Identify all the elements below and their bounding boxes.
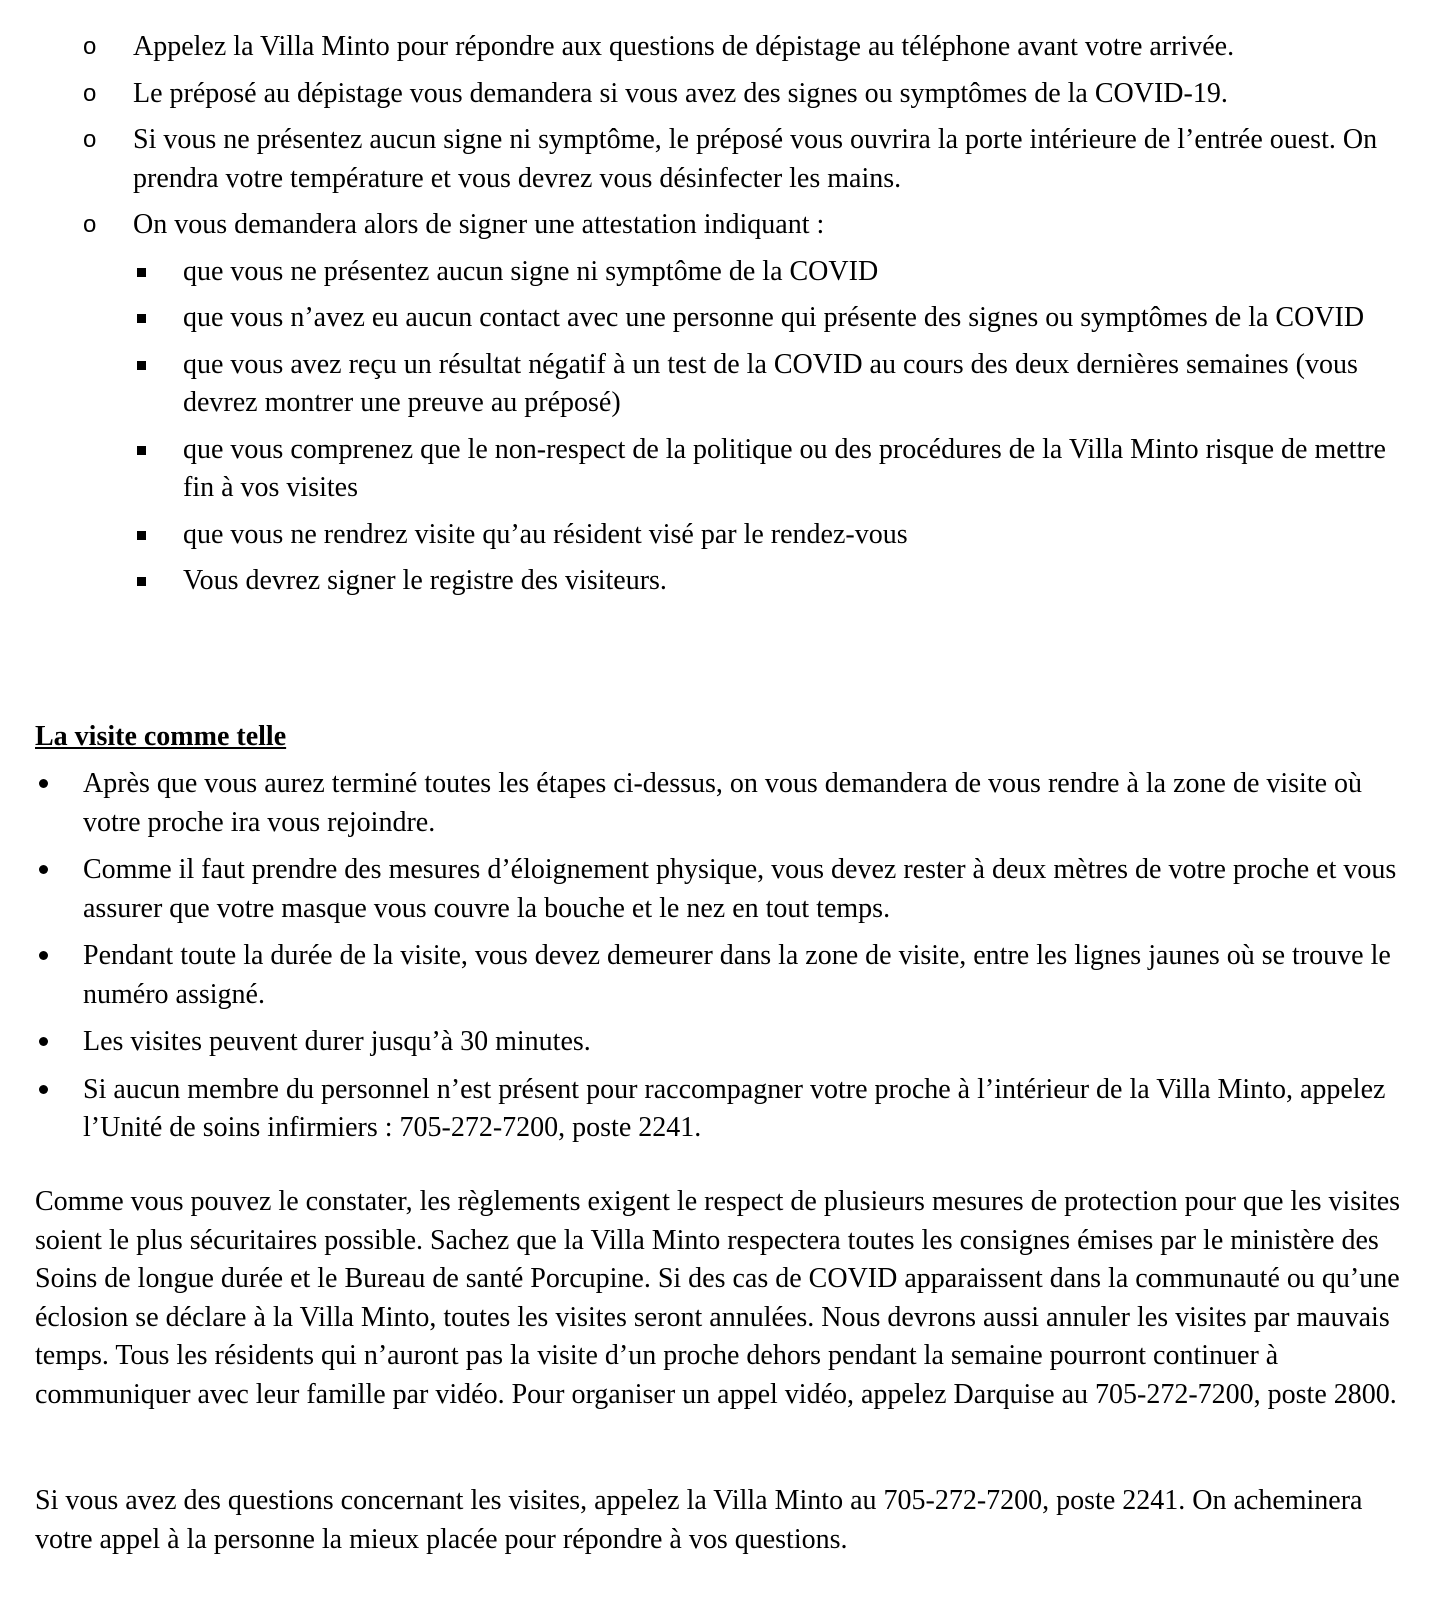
visit-item-text: Comme il faut prendre des mesures d’éloignement physique, vous devez rester à deux mètres de votre proche et vous assurer que votre masque vous couvre la bouche et le nez en tout temps. xyxy=(83,854,1397,924)
attestation-item-text: Vous devrez signer le registre des visiteurs. xyxy=(183,565,667,596)
screening-steps-list xyxy=(83,28,1423,609)
section-heading: La visite comme telle xyxy=(35,721,287,752)
list-item xyxy=(183,299,1423,338)
bullet-dot-icon xyxy=(39,951,48,960)
screening-step-text: Appelez la Villa Minto pour répondre aux questions de dépistage au téléphone avant votre arrivée. xyxy=(133,31,1235,62)
list-item xyxy=(83,851,1423,928)
attestation-item-text: que vous comprenez que le non-respect de la politique ou des procédures de la Villa Minto risque de mettre fin à vos visites xyxy=(183,433,1386,503)
attestation-item-text: que vous avez reçu un résultat négatif à un test de la COVID au cours des deux dernières semaines (vous devrez montrer une preuve au préposé) xyxy=(183,348,1358,418)
visit-item-text: Si aucun membre du personnel n’est présent pour raccompagner votre proche à l’intérieur de la Villa Minto, appelez l’Unité de soins infirmiers : 705-272-7200, poste 2241. xyxy=(83,1073,1386,1143)
visit-rules-list xyxy=(83,765,1423,1157)
square-bullet-icon xyxy=(137,531,146,540)
list-item xyxy=(83,765,1423,842)
circle-bullet-icon: o xyxy=(83,126,97,153)
square-bullet-icon xyxy=(137,268,146,277)
attestation-item-text: que vous ne présentez aucun signe ni symptôme de la COVID xyxy=(183,255,879,287)
list-item xyxy=(83,1071,1423,1148)
square-bullet-icon xyxy=(137,361,146,370)
list-item xyxy=(83,28,1423,67)
attestation-list xyxy=(183,253,1423,601)
list-item xyxy=(183,562,1423,601)
list-item xyxy=(183,346,1423,423)
list-item xyxy=(83,937,1423,1014)
list-item xyxy=(83,1023,1423,1062)
list-item xyxy=(183,516,1423,555)
bullet-dot-icon xyxy=(39,865,48,874)
attestation-item-text: que vous ne rendrez visite qu’au résident visé par le rendez-vous xyxy=(183,518,908,550)
circle-bullet-icon: o xyxy=(83,33,97,60)
list-item xyxy=(83,75,1423,114)
visit-item-text: Après que vous aurez terminé toutes les étapes ci-dessus, on vous demandera de vous rendre à la zone de visite où votre proche ira vous rejoindre. xyxy=(83,768,1363,838)
bullet-dot-icon xyxy=(39,1085,48,1094)
bullet-dot-icon xyxy=(39,1037,48,1046)
closing-paragraph: Comme vous pouvez le constater, les règlements exigent le respect de plusieurs mesures de protection pour que les visites soient le plus sécuritaires possible. Sachez que la Villa Minto respectera toutes les consignes émises par le ministère des Soins de longue durée et le Bureau de santé Porcupine. Si des cas de COVID apparaissent dans la communauté ou qu’une éclosion se déclare à la Villa Minto, toutes les visites seront annulées. Nous devrons aussi annuler les visites par mauvais temps. Tous les résidents qui n’auront pas la visite d’un proche dehors pendant la semaine pourront continuer à communiquer avec leur famille par vidéo. Pour organiser un appel vidéo, appelez Darquise au 705-272-7200, poste 2800. xyxy=(35,1186,1401,1410)
attestation-item-text: que vous n’avez eu aucun contact avec une personne qui présente des signes ou symptômes de la COVID xyxy=(183,302,1365,333)
circle-bullet-icon: o xyxy=(83,211,97,238)
circle-bullet-icon: o xyxy=(83,79,97,107)
list-item xyxy=(183,253,1423,292)
screening-step-text: Le préposé au dépistage vous demandera si vous avez des signes ou symptômes de la COVID-19. xyxy=(133,77,1228,109)
bullet-dot-icon xyxy=(39,779,48,788)
square-bullet-icon xyxy=(137,577,146,586)
list-item xyxy=(83,206,1423,601)
screening-step-text: Si vous ne présentez aucun signe ni symptôme, le préposé vous ouvrira la porte intérieure de l’entrée ouest. On prendra votre température et vous devrez vous désinfecter les mains. xyxy=(133,124,1378,194)
visit-item-text: Pendant toute la durée de la visite, vous devez demeurer dans la zone de visite, entre les lignes jaunes où se trouve le numéro assigné. xyxy=(83,940,1391,1010)
visit-item-text: Les visites peuvent durer jusqu’à 30 minutes. xyxy=(83,1026,591,1057)
screening-step-text: On vous demandera alors de signer une attestation indiquant : xyxy=(133,209,825,240)
list-item xyxy=(83,121,1423,198)
list-item xyxy=(183,431,1423,508)
square-bullet-icon xyxy=(137,314,146,323)
square-bullet-icon xyxy=(137,446,146,455)
contact-paragraph: Si vous avez des questions concernant les visites, appelez la Villa Minto au 705-272-7200, poste 2241. On acheminera votre appel à la personne la mieux placée pour répondre à vos questions. xyxy=(35,1485,1363,1555)
